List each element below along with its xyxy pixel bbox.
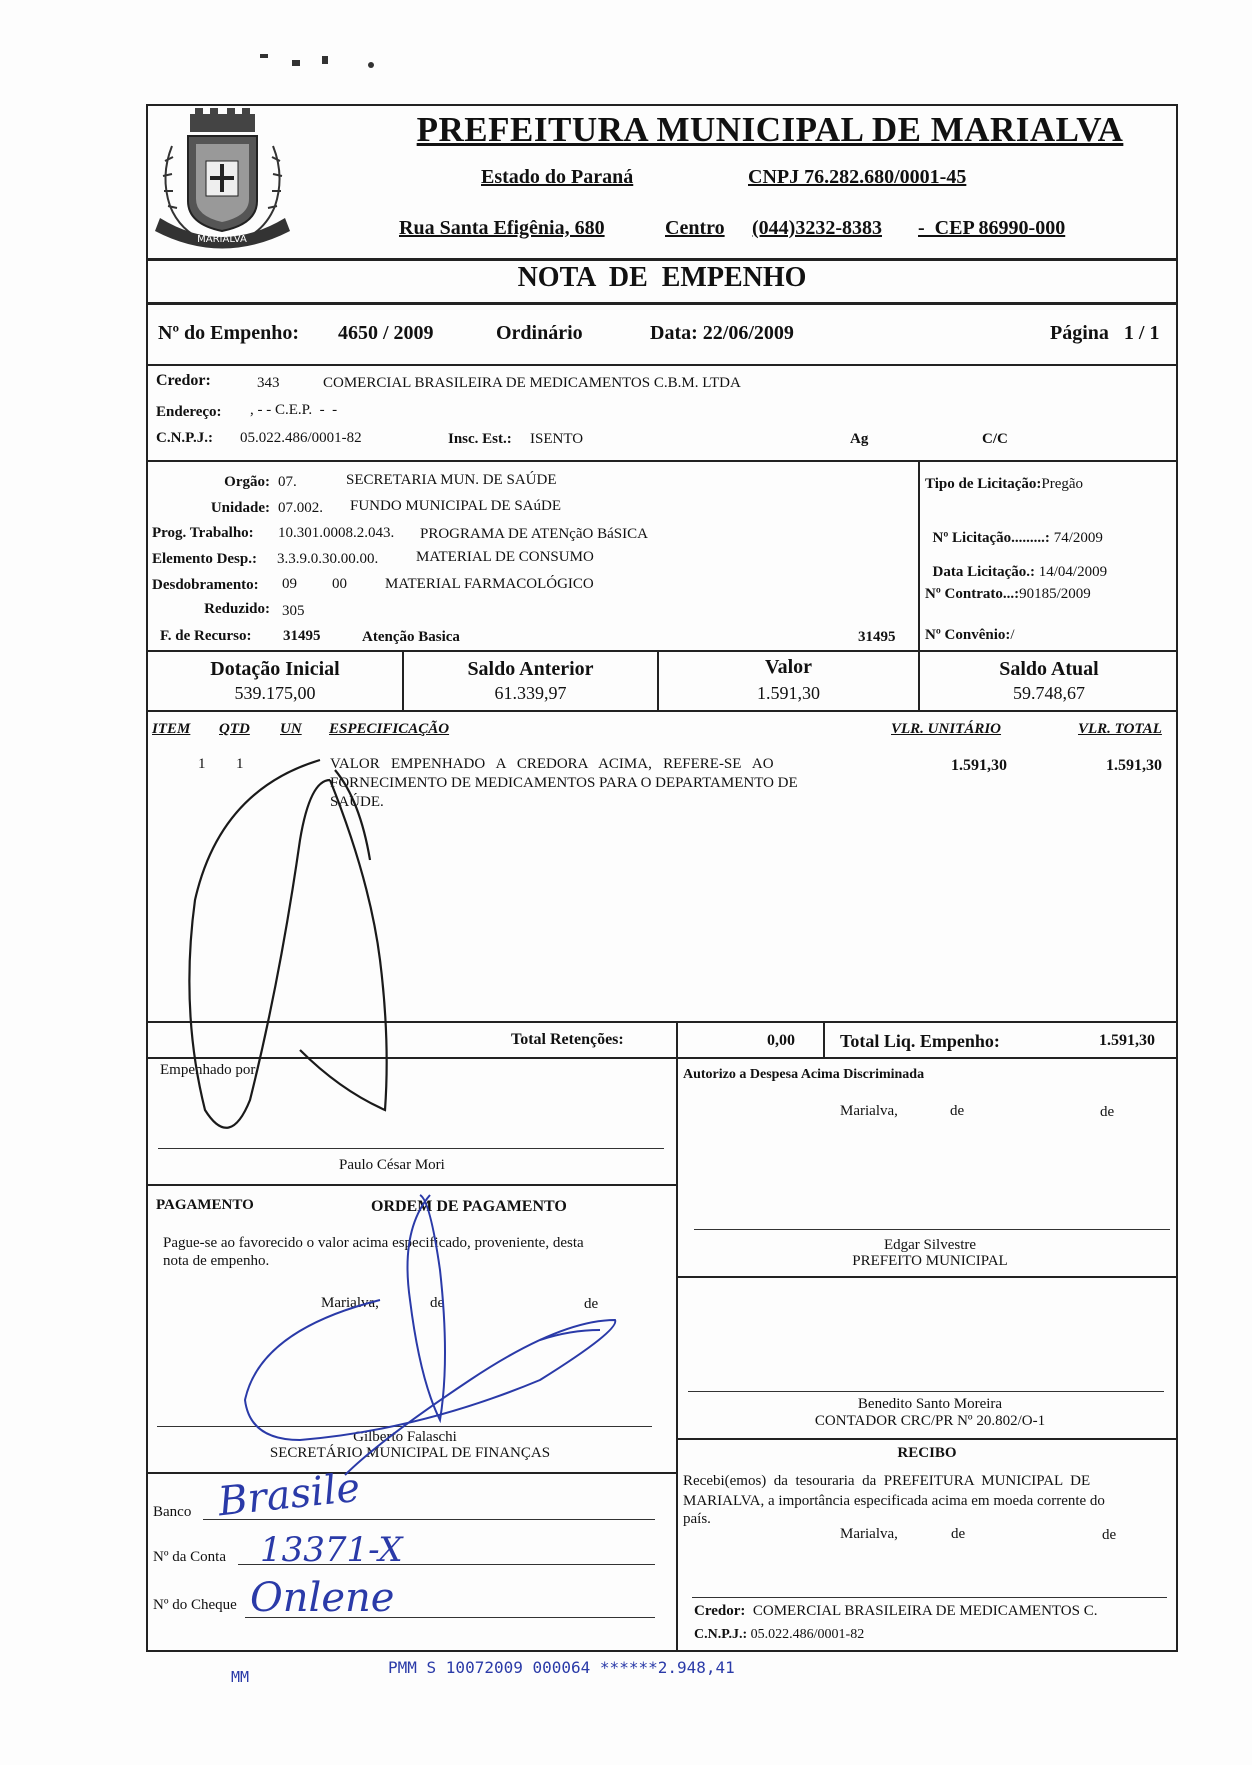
valor-label: Valor bbox=[764, 656, 813, 678]
pagamento-label: PAGAMENTO bbox=[156, 1197, 254, 1213]
recibo-credor bbox=[694, 1603, 1097, 1620]
scan-mark-icon bbox=[292, 60, 300, 66]
total-liquido-value: 1.591,30 bbox=[1099, 1032, 1155, 1049]
numero-contrato-label: Nº Contrato...: bbox=[925, 586, 1020, 602]
saldo-atual-label: Saldo Atual bbox=[999, 658, 1099, 680]
prog-trabalho-code: 10.301.0008.2.043. bbox=[278, 525, 395, 541]
pagamento-city: Marialva, bbox=[321, 1295, 379, 1311]
tipo-licitacao bbox=[925, 476, 1083, 493]
conta-handwritten-value: 13371-X bbox=[260, 1530, 403, 1570]
empenho-number-label: Nº do Empenho: bbox=[158, 322, 300, 344]
empenho-date: Data: 22/06/2009 bbox=[650, 322, 794, 344]
fonte-recurso-label: F. de Recurso: bbox=[160, 628, 252, 644]
banco-handwritten-value: Brasile bbox=[215, 1464, 363, 1526]
empenho-number: 4650 / 2009 bbox=[338, 322, 434, 344]
item-spec-line: SAÚDE. bbox=[330, 794, 384, 810]
data-licitacao-label: Data Licitação.: bbox=[932, 564, 1035, 580]
desdobramento-name: MATERIAL FARMACOLÓGICO bbox=[385, 576, 594, 592]
autorizo-de-2: de bbox=[1100, 1104, 1115, 1120]
reduzido-label: Reduzido: bbox=[204, 601, 270, 617]
scan-mark-icon bbox=[368, 62, 374, 68]
pagamento-text-line: nota de empenho. bbox=[163, 1253, 270, 1269]
fonte-recurso-code-right: 31495 bbox=[858, 629, 896, 645]
item-total-value: 1.591,30 bbox=[1106, 757, 1162, 774]
desdobramento-code: 09 bbox=[282, 576, 297, 592]
tipo-licitacao-label: Tipo de Licitação: bbox=[925, 476, 1042, 492]
unidade-label: Unidade: bbox=[210, 500, 270, 516]
qtd-column-header: QTD bbox=[219, 721, 250, 737]
numero-licitacao bbox=[925, 513, 1103, 547]
unidade-name: FUNDO MUNICIPAL DE SAúDE bbox=[350, 498, 561, 514]
data-licitacao bbox=[925, 547, 1107, 581]
orgao-name: SECRETARIA MUN. DE SAÚDE bbox=[346, 472, 557, 488]
total-value-column-header: VLR. TOTAL bbox=[1078, 721, 1162, 737]
numero-convenio-value: / bbox=[1010, 627, 1015, 643]
scan-mark-icon bbox=[260, 54, 268, 58]
document-title: NOTA DE EMPENHO bbox=[517, 262, 807, 293]
recibo-cnpj-label: C.N.P.J.: bbox=[694, 1627, 748, 1642]
item-number: 1 bbox=[198, 756, 206, 772]
dotacao-inicial-value: 539.175,00 bbox=[234, 683, 316, 703]
municipal-coat-of-arms-icon bbox=[150, 106, 295, 256]
item-spec-line: FORNECIMENTO DE MEDICAMENTOS PARA O DEPARTAMENTO DE bbox=[330, 775, 798, 791]
numero-convenio bbox=[925, 627, 1015, 644]
recibo-label: RECIBO bbox=[897, 1445, 957, 1461]
secretario-role: SECRETÁRIO MUNICIPAL DE FINANÇAS bbox=[269, 1445, 551, 1461]
header-cep: - CEP 86990-000 bbox=[918, 217, 1066, 239]
tipo-licitacao-value: Pregão bbox=[1041, 476, 1084, 492]
pagamento-text-line: Pague-se ao favorecido o valor acima especificado, proveniente, desta bbox=[163, 1235, 584, 1251]
scan-mark-icon bbox=[322, 56, 328, 64]
prefeito-role: PREFEITO MUNICIPAL bbox=[852, 1253, 1008, 1269]
recibo-cnpj-value: 05.022.486/0001-82 bbox=[750, 1627, 865, 1642]
numero-convenio-label: Nº Convênio: bbox=[925, 627, 1011, 643]
cheque-handwritten-value: Onlene bbox=[250, 1575, 395, 1621]
empenho-type: Ordinário bbox=[496, 322, 583, 344]
recibo-cnpj bbox=[694, 1627, 864, 1643]
total-liquido-label: Total Liq. Empenho: bbox=[840, 1031, 1000, 1051]
autorizo-label: Autorizo a Despesa Acima Discriminada bbox=[683, 1067, 925, 1082]
valor-value: 1.591,30 bbox=[757, 683, 820, 703]
recibo-credor-label: Credor: bbox=[694, 1603, 746, 1619]
spec-column-header: ESPECIFICAÇÃO bbox=[329, 721, 450, 737]
fonte-recurso-code: 31495 bbox=[283, 628, 321, 644]
recibo-city: Marialva, bbox=[840, 1526, 898, 1542]
header-district: Centro bbox=[665, 217, 725, 239]
item-column-header: ITEM bbox=[152, 721, 191, 737]
empenhado-por-name: Paulo César Mori bbox=[339, 1157, 445, 1173]
recibo-de-1: de bbox=[951, 1526, 966, 1542]
pagamento-de-1: de bbox=[430, 1295, 445, 1311]
secretario-name: Gilberto Falaschi bbox=[353, 1429, 457, 1445]
credor-label: Credor: bbox=[156, 372, 211, 389]
orgao-label: Orgão: bbox=[224, 474, 270, 490]
reduzido-value: 305 bbox=[282, 603, 305, 619]
recibo-text-line: MARIALVA, a importância especificada acima em moeda corrente do bbox=[683, 1493, 1105, 1509]
ordem-pagamento-label: ORDEM DE PAGAMENTO bbox=[371, 1198, 567, 1215]
autorizo-de-1: de bbox=[950, 1103, 965, 1119]
data-licitacao-value: 14/04/2009 bbox=[1034, 564, 1108, 580]
header-address: Rua Santa Efigênia, 680 bbox=[399, 217, 605, 239]
prog-trabalho-label: Prog. Trabalho: bbox=[152, 525, 254, 541]
header-phone: (044)3232-8383 bbox=[752, 217, 882, 239]
banco-label: Banco bbox=[153, 1504, 192, 1520]
municipality-title: PREFEITURA MUNICIPAL DE MARIALVA bbox=[416, 110, 1124, 149]
footer-initials: MM bbox=[231, 1668, 250, 1686]
recibo-credor-value: COMERCIAL BRASILEIRA DE MEDICAMENTOS C. bbox=[752, 1603, 1098, 1619]
contador-role: CONTADOR CRC/PR Nº 20.802/O-1 bbox=[814, 1413, 1046, 1429]
agencia-label: Ag bbox=[850, 431, 869, 447]
municipal-cnpj: CNPJ 76.282.680/0001-45 bbox=[748, 166, 967, 188]
elemento-desp-name: MATERIAL DE CONSUMO bbox=[416, 549, 594, 565]
endereco-value: , - - C.E.P. - - bbox=[250, 402, 338, 418]
saldo-atual-value: 59.748,67 bbox=[1013, 683, 1085, 703]
svg-text:MARIALVA: MARIALVA bbox=[197, 234, 247, 245]
item-unit-value: 1.591,30 bbox=[951, 757, 1007, 774]
page-number: Página 1 / 1 bbox=[1050, 322, 1160, 344]
insc-est-label: Insc. Est.: bbox=[448, 431, 512, 447]
total-retencoes-value: 0,00 bbox=[767, 1032, 795, 1049]
elemento-desp-code: 3.3.9.0.30.00.00. bbox=[277, 551, 379, 567]
conta-label: Nº da Conta bbox=[153, 1549, 226, 1565]
prog-trabalho-name: PROGRAMA DE ATENçãO BáSICA bbox=[420, 526, 648, 542]
autorizo-city: Marialva, bbox=[840, 1103, 898, 1119]
numero-licitacao-label: Nº Licitação.........: bbox=[932, 530, 1050, 546]
credor-code: 343 bbox=[257, 375, 280, 391]
contador-name: Benedito Santo Moreira bbox=[857, 1396, 1003, 1412]
cnpj-label: C.N.P.J.: bbox=[156, 430, 213, 446]
recibo-de-2: de bbox=[1102, 1527, 1117, 1543]
saldo-anterior-label: Saldo Anterior bbox=[467, 658, 594, 680]
saldo-anterior-value: 61.339,97 bbox=[494, 683, 567, 703]
credor-name: COMERCIAL BRASILEIRA DE MEDICAMENTOS C.B.M. LTDA bbox=[323, 375, 741, 391]
state-name: Estado do Paraná bbox=[481, 166, 634, 188]
fonte-recurso-name: Atenção Basica bbox=[362, 629, 460, 645]
numero-licitacao-value: 74/2009 bbox=[1049, 530, 1103, 546]
item-spec-line: VALOR EMPENHADO A CREDORA ACIMA, REFERE-SE AO bbox=[330, 756, 774, 772]
elemento-desp-label: Elemento Desp.: bbox=[152, 551, 257, 567]
pagamento-de-2: de bbox=[584, 1296, 599, 1312]
orgao-code: 07. bbox=[278, 474, 297, 490]
insc-est-value: ISENTO bbox=[530, 431, 584, 447]
prefeito-name: Edgar Silvestre bbox=[883, 1237, 977, 1253]
recibo-text-line: país. bbox=[683, 1511, 711, 1527]
footer-stamp: PMM S 10072009 000064 ******2.948,41 bbox=[388, 1658, 735, 1677]
desdobramento-label: Desdobramento: bbox=[152, 577, 259, 593]
un-column-header: UN bbox=[280, 721, 302, 737]
conta-corrente-label: C/C bbox=[982, 431, 1008, 447]
dotacao-inicial-label: Dotação Inicial bbox=[210, 658, 340, 680]
recibo-text-line: Recebi(emos) da tesouraria da PREFEITURA MUNICIPAL DE bbox=[683, 1473, 1091, 1489]
numero-contrato bbox=[925, 586, 1091, 603]
unit-value-column-header: VLR. UNITÁRIO bbox=[891, 721, 1002, 737]
credor-cnpj: 05.022.486/0001-82 bbox=[240, 430, 362, 446]
endereco-label: Endereço: bbox=[156, 404, 222, 420]
item-quantity: 1 bbox=[236, 756, 244, 772]
desdobramento-code2: 00 bbox=[332, 576, 347, 592]
total-retencoes-label: Total Retenções: bbox=[511, 1031, 624, 1048]
cheque-label: Nº do Cheque bbox=[153, 1597, 237, 1613]
unidade-code: 07.002. bbox=[278, 500, 323, 516]
empenhado-por-label: Empenhado por bbox=[160, 1062, 256, 1078]
numero-contrato-value: 90185/2009 bbox=[1019, 586, 1091, 602]
